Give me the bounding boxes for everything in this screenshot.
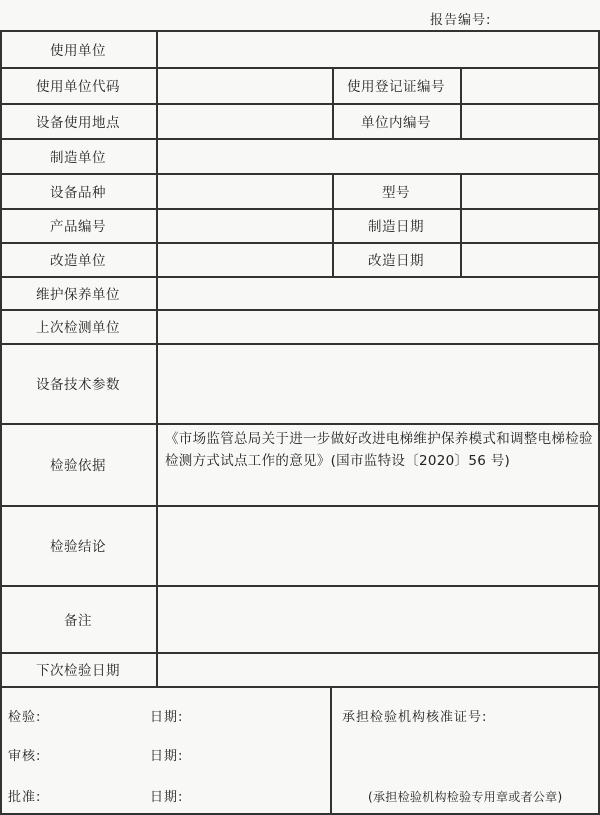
equipment-type-label: 设备品种	[50, 184, 106, 201]
manufacturer-label: 制造单位	[50, 149, 106, 166]
next-inspection-date-label: 下次检验日期	[36, 663, 120, 679]
inspector-label: 检验:	[8, 710, 42, 725]
inspection-basis-label: 检验依据	[50, 458, 106, 474]
remarks-label: 备注	[64, 612, 92, 629]
conclusion-label: 检验结论	[50, 539, 106, 555]
product-no-label: 产品编号	[50, 219, 106, 235]
manufacture-date-label: 制造日期	[368, 219, 424, 235]
use-unit-label: 使用单位	[50, 42, 106, 59]
stamp-note: (承担检验机构检验专用章或者公章)	[368, 790, 563, 804]
maintenance-unit-label: 维护保养单位	[36, 286, 120, 303]
modification-date-label: 改造日期	[368, 253, 424, 269]
report-number-label: 报告编号:	[430, 13, 492, 28]
reviewer-label: 审核:	[8, 749, 42, 764]
approver-date-label: 日期:	[150, 790, 184, 805]
location-label: 设备使用地点	[36, 114, 120, 131]
internal-no-label: 单位内编号	[361, 114, 431, 131]
last-test-unit-label: 上次检测单位	[36, 320, 120, 336]
modification-unit-label: 改造单位	[50, 253, 106, 269]
tech-params-label: 设备技术参数	[36, 377, 120, 393]
approver-label: 批准:	[8, 790, 42, 805]
inspection-basis-text: 《市场监管总局关于进一步做好改进电梯维护保养模式和调整电梯检验检测方式试点工作的意见》(国市监特设〔2020〕56 号)	[165, 431, 593, 469]
approval-cert-no-label: 承担检验机构核准证号:	[342, 710, 488, 725]
model-label: 型号	[382, 184, 410, 201]
registration-no-label: 使用登记证编号	[347, 79, 445, 95]
inspection-report-form	[0, 30, 600, 815]
reviewer-date-label: 日期:	[150, 749, 184, 764]
use-unit-code-label: 使用单位代码	[36, 79, 120, 95]
inspector-date-label: 日期:	[150, 710, 184, 725]
